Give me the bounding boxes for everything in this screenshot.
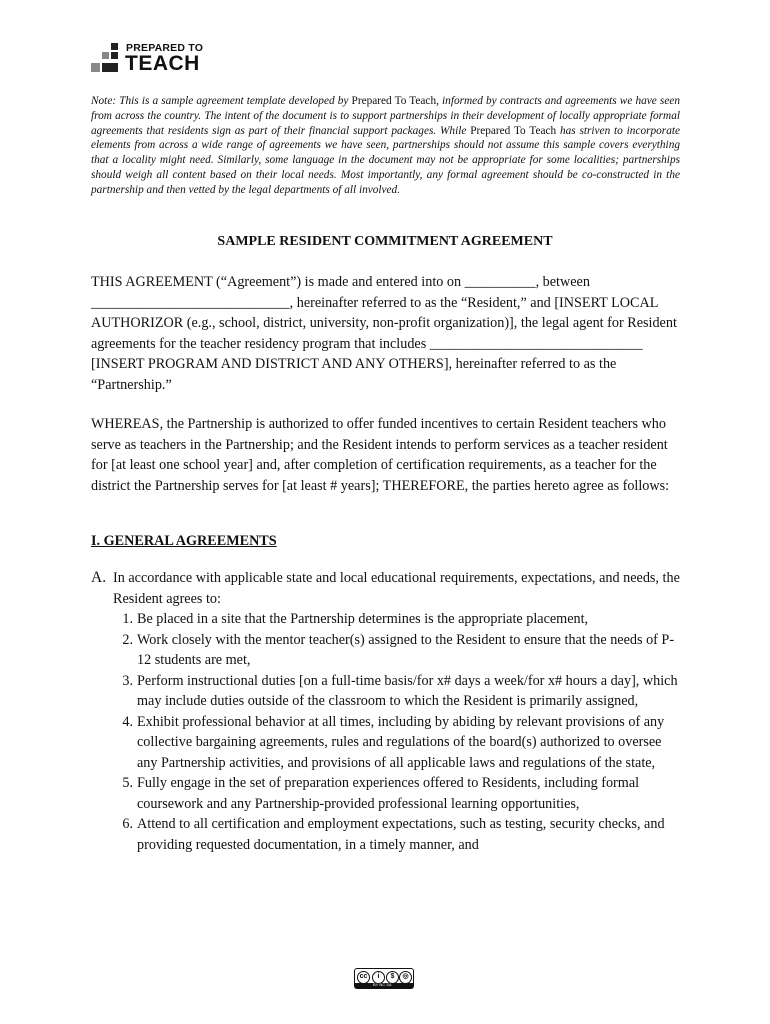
list-item-number: 4.	[122, 713, 133, 730]
list-item-number: 3.	[122, 672, 133, 689]
logo-square-icon	[111, 63, 118, 72]
note-text: has striven to incorporate elements from across a wide range of agreements we have seen, partnerships should not assume this sample covers everything that a locality might need. Similarly, some language in the document may not be appropriate for some localities; partnerships should weigh all content based on their local needs. Most importantly, any formal agreement should be co-constructed in the partnership and then vetted by the legal departments of all involved.	[91, 124, 680, 196]
list-item-number: 5.	[122, 775, 133, 791]
section-heading: I. GENERAL AGREEMENTS	[91, 533, 277, 549]
list-item	[91, 630, 683, 671]
list-item-text: Fully engage in the set of preparation experiences offered to Residents, including formal coursework and any Partnership-provided professional learning opportunities,	[137, 775, 640, 812]
noncommercial-icon: $	[386, 971, 399, 984]
list-item	[91, 814, 683, 855]
item-a-intro: In accordance with applicable state and local educational requirements, expectations, and needs, the Resident agrees to:	[113, 570, 680, 607]
whereas-paragraph: WHEREAS, the Partnership is authorized to offer funded incentives to certain Resident teachers who serve as teachers in the Partnership; and the Resident intends to perform services as a teacher resident for [at least one school year] and, after completion of certification requirements, as a teacher for the district the Partnership serves for [at least # years]; THEREFORE, the parties hereto agree as follows:	[91, 416, 670, 494]
creative-commons-license-badge	[354, 968, 414, 989]
agreement-item-a	[91, 568, 683, 855]
list-item-number: 6.	[122, 816, 133, 832]
resident-duties-list	[91, 609, 683, 855]
note-text: , informed by contracts and agreements we have seen from across the country. The intent of the document is to support partnerships in their development of locally appropriate formal agreements that residents sign as part of their financial support packages. While	[91, 95, 680, 137]
logo-square-icon	[102, 52, 109, 59]
attribution-icon: i	[372, 971, 385, 984]
list-item-text: Perform instructional duties [on a full-time basis/for x# days a week/for x# hours a day], which may include duties outside of the classroom to which the Resident is primarily assigned,	[137, 672, 678, 709]
document-title: SAMPLE RESIDENT COMMITMENT AGREEMENT	[217, 234, 553, 249]
sharealike-icon: ◎	[399, 971, 412, 984]
agreement-intro-paragraph: THIS AGREEMENT (“Agreement”) is made and entered into on __________, between ____________________________, hereinafter referred to as the “Resident,” and [INSERT LOCAL AUTHORIZOR (e.g., school, district, university, non-profit organization)], the legal agent for Resident agreements for the teacher residency program that includes ______________________________ [INSERT PROGRAM AND DISTRICT AND ANY OTHERS], hereinafter referred to as the “Partnership.”	[91, 274, 677, 393]
list-item-number: 1.	[122, 611, 133, 627]
logo-text-top: PREPARED TO	[126, 42, 204, 54]
logo-text-main: TEACH	[125, 52, 200, 75]
license-caption: BY NC SA	[373, 982, 392, 987]
note-org-name: Prepared To Teach	[351, 95, 437, 107]
list-item	[91, 609, 683, 630]
list-item-text: Be placed in a site that the Partnership determines is the appropriate placement,	[137, 611, 589, 627]
list-item-text: Exhibit professional behavior at all times, including by abiding by relevant provisions of any collective bargaining agreements, rules and regulations of the board(s) authorized to oversee any Partnership activities, and provisions of all applicable laws and regulations of the state,	[137, 713, 665, 771]
list-item-number: 2.	[122, 631, 133, 648]
list-item	[91, 712, 683, 774]
list-item-text: Work closely with the mentor teacher(s) assigned to the Resident to ensure that the needs of P-12 students are met,	[137, 631, 675, 668]
logo-square-icon	[111, 52, 118, 59]
list-item-text: Attend to all certification and employment expectations, such as testing, security checks, and providing requested documentation, in a timely manner, and	[137, 816, 665, 853]
note-text: Note: This is a sample agreement template developed by	[91, 95, 352, 107]
item-marker: A.	[91, 569, 107, 586]
template-note	[91, 94, 680, 198]
logo-square-icon	[102, 63, 111, 72]
logo-square-icon	[91, 63, 100, 72]
prepared-to-teach-logo	[90, 42, 210, 78]
cc-icon: cc	[357, 971, 370, 984]
logo-square-icon	[111, 43, 118, 50]
note-org-name: Prepared To Teach	[470, 124, 557, 137]
list-item	[91, 773, 683, 814]
list-item	[91, 671, 683, 712]
license-caption-bar	[355, 983, 413, 988]
